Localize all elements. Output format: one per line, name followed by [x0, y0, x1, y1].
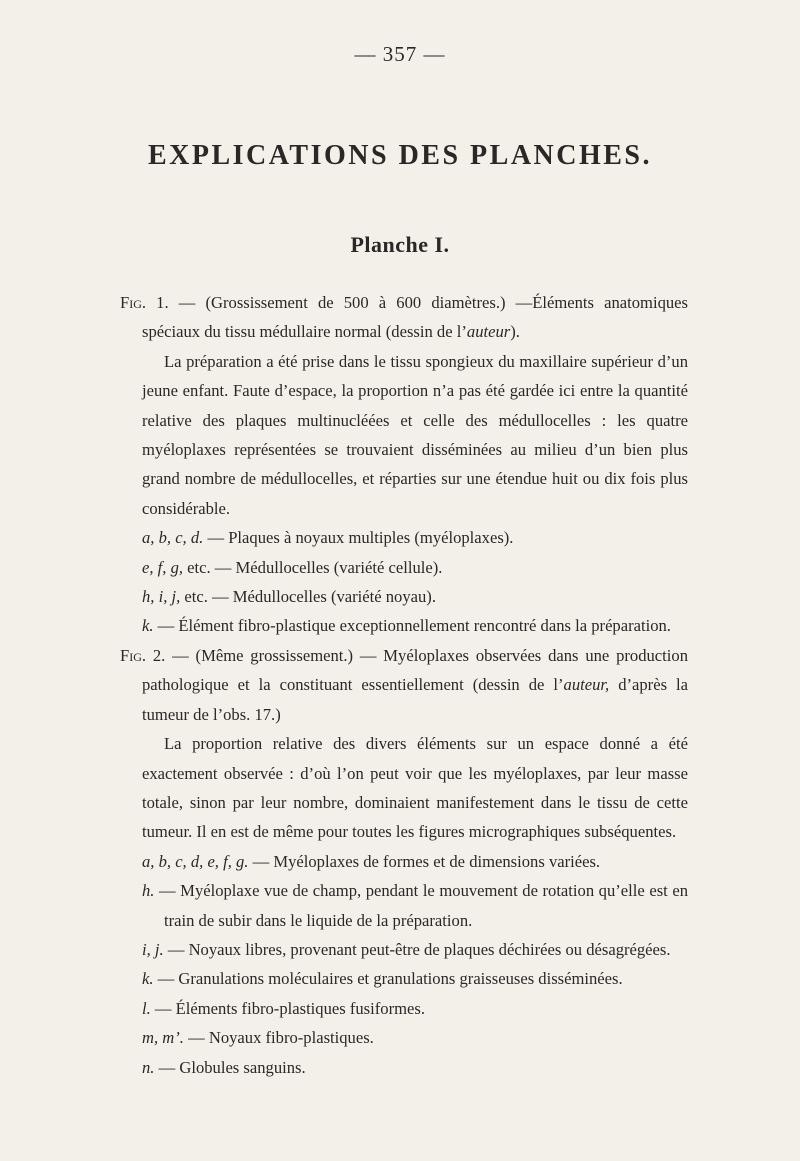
fig2-caption-text-b: d’après la tumeur de l’obs. 17.): [142, 675, 689, 724]
plate-heading: Planche I.: [350, 232, 450, 257]
page-title: EXPLICATIONS DES PLANCHES.: [147, 140, 653, 171]
fig1-legend: [120, 523, 688, 641]
legend-item: [142, 935, 688, 964]
legend-text: — Myéloplaxe vue de champ, pendant le mouvement de rotation qu’elle est en train de subir dans le liquide de la préparation.: [154, 881, 688, 930]
legend-text: etc. — Médullocelles (variété cellule).: [183, 557, 443, 577]
legend-text: — Granulations moléculaires et granulations graisseuses disséminées.: [153, 969, 623, 989]
legend-text: — Globules sanguins.: [154, 1057, 306, 1077]
legend-item: [142, 964, 688, 993]
explanations-body: [120, 288, 688, 1082]
fig2-caption-em: auteur,: [563, 675, 610, 695]
legend-text: — Myéloplaxes de formes et de dimensions variées.: [248, 851, 601, 871]
legend-item: [142, 994, 688, 1023]
fig1-paragraph: La préparation a été prise dans le tissu spongieux du maxillaire supérieur d’un jeune enfant. Faute d’espace, la proportion n’a pas été gardée ici entre la quantité relative des plaques multinucléées et celle des médullocelles : les quatre myéloplaxes représentées se trouvaient disséminées au milieu d’un bien plus grand nombre de médullocelles, et réparties sur une étendue huit ou dix fois plus considérable.: [142, 351, 688, 518]
legend-item: [142, 582, 688, 611]
legend-key: a, b, c, d.: [142, 528, 204, 548]
fig1-caption: [120, 288, 688, 347]
fig2-caption-text-a: — (Même grossissement.) — Myéloplaxes observées dans une production pathologique et la constituant essentiellement (dessin de l’: [142, 645, 688, 695]
fig1-caption-em: auteur: [466, 322, 511, 342]
legend-item: [142, 876, 688, 935]
legend-text: — Plaques à noyaux multiples (myéloplaxes).: [203, 528, 514, 548]
page-number: — 357 —: [354, 42, 446, 66]
legend-item: [142, 1023, 688, 1052]
legend-key: n.: [142, 1057, 155, 1077]
legend-item: [142, 523, 688, 552]
legend-key: m, m’.: [142, 1028, 184, 1048]
fig1-label: Fig. 1.: [120, 293, 169, 312]
legend-key: h.: [142, 881, 155, 901]
legend-key: i, j.: [142, 939, 164, 959]
fig2-paragraph: La proportion relative des divers éléments sur un espace donné a été exactement observée : d’où l’on peut voir que les myéloplaxes, par leur masse totale, sinon par leur nombre, dominaient manifestement dans le tissu de cette tumeur. Il en est de même pour toutes les figures micrographiques subséquentes.: [142, 734, 688, 842]
legend-item: [142, 611, 688, 640]
fig1-caption-text-a: — (Grossissement de 500 à 600 diamètres.) —Éléments anatomiques spéciaux du tissu médullaire normal (dessin de l’: [142, 293, 688, 342]
fig2-label: Fig. 2.: [120, 645, 166, 665]
legend-key: k.: [142, 969, 154, 989]
legend-item: [142, 553, 688, 582]
fig1-caption-text-b: ).: [510, 322, 520, 342]
legend-item: [142, 1053, 688, 1082]
legend-text: — Éléments fibro-plastiques fusiformes.: [150, 998, 425, 1018]
fig2-legend: [120, 847, 688, 1082]
legend-text: — Noyaux libres, provenant peut-être de plaques déchirées ou désagrégées.: [163, 939, 671, 959]
legend-key: l.: [142, 998, 151, 1018]
fig2-caption: [120, 641, 688, 729]
legend-text: etc. — Médullocelles (variété noyau).: [180, 587, 436, 607]
legend-key: e, f, g,: [142, 557, 184, 577]
legend-key: a, b, c, d, e, f, g.: [142, 851, 249, 871]
legend-item: [142, 847, 688, 876]
legend-text: — Noyaux fibro-plastiques.: [183, 1028, 374, 1048]
legend-text: — Élément fibro-plastique exceptionnellement rencontré dans la préparation.: [153, 616, 671, 636]
legend-key: k.: [142, 616, 154, 636]
legend-key: h, i, j,: [142, 587, 181, 607]
